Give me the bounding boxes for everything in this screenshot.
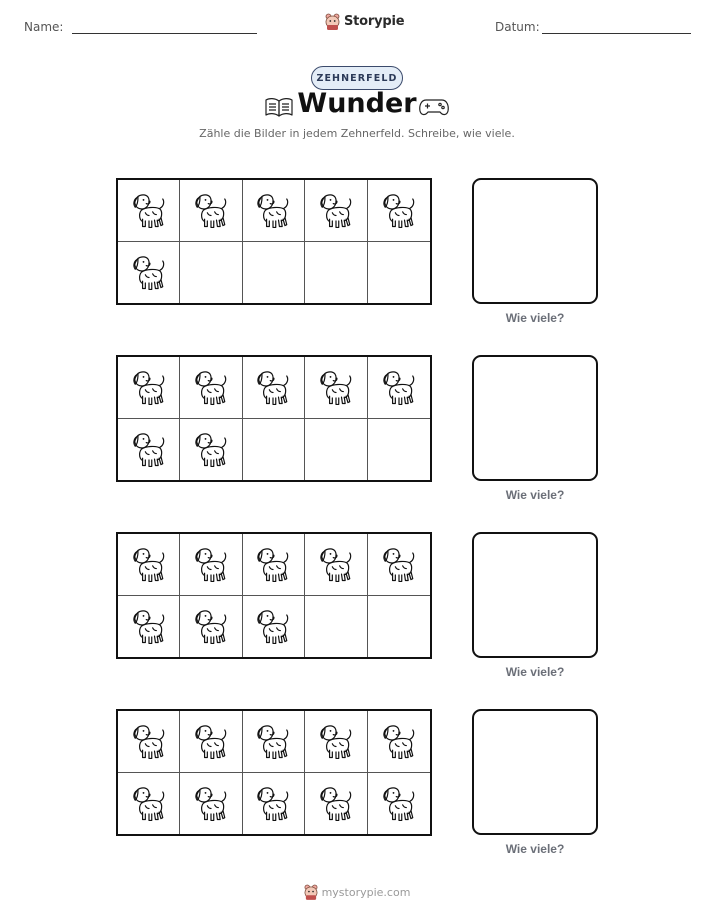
name-label: Name: bbox=[24, 20, 64, 34]
dog-icon bbox=[189, 188, 233, 232]
dog-icon bbox=[314, 188, 358, 232]
ten-frame-cell bbox=[118, 534, 180, 596]
dog-icon bbox=[189, 719, 233, 763]
answer-box[interactable] bbox=[472, 355, 598, 481]
ten-frame bbox=[116, 355, 432, 482]
ten-frame-cell bbox=[118, 773, 180, 835]
ten-frame-cell bbox=[118, 357, 180, 419]
ten-frame-cell bbox=[368, 534, 430, 596]
ten-frame-cell bbox=[243, 773, 305, 835]
dog-icon bbox=[377, 781, 421, 825]
ten-frame-cell bbox=[243, 242, 305, 304]
dog-icon bbox=[127, 719, 171, 763]
dog-icon bbox=[377, 188, 421, 232]
dog-icon bbox=[251, 365, 295, 409]
brand-logo bbox=[325, 13, 404, 30]
ten-frame-cell bbox=[180, 419, 242, 481]
ten-frame-cell bbox=[118, 242, 180, 304]
ten-frame-cell bbox=[243, 534, 305, 596]
ten-frame-cell bbox=[368, 419, 430, 481]
dog-icon bbox=[189, 604, 233, 648]
ten-frame-cell bbox=[118, 180, 180, 242]
dog-icon bbox=[251, 188, 295, 232]
dog-icon bbox=[314, 542, 358, 586]
dog-icon bbox=[127, 250, 171, 294]
ten-frame-cell bbox=[368, 180, 430, 242]
ten-frame-cell bbox=[243, 711, 305, 773]
ten-frame-cell bbox=[243, 596, 305, 658]
ten-frame-cell bbox=[180, 711, 242, 773]
dog-icon bbox=[377, 365, 421, 409]
answer-box[interactable] bbox=[472, 709, 598, 835]
answer-box[interactable] bbox=[472, 532, 598, 658]
dog-icon bbox=[127, 542, 171, 586]
storypie-mascot-icon bbox=[304, 884, 318, 900]
dog-icon bbox=[377, 719, 421, 763]
dog-icon bbox=[189, 365, 233, 409]
ten-frame-cell bbox=[368, 596, 430, 658]
dog-icon bbox=[251, 604, 295, 648]
date-line[interactable] bbox=[542, 33, 691, 34]
ten-frame-cell bbox=[305, 180, 367, 242]
ten-frame-cell bbox=[305, 711, 367, 773]
ten-frame-cell bbox=[180, 596, 242, 658]
answer-box[interactable] bbox=[472, 178, 598, 304]
ten-frame-cell bbox=[243, 180, 305, 242]
dog-icon bbox=[189, 542, 233, 586]
dog-icon bbox=[251, 719, 295, 763]
dog-icon bbox=[377, 542, 421, 586]
ten-frame-cell bbox=[180, 180, 242, 242]
instructions: Zähle die Bilder in jedem Zehnerfeld. Schreibe, wie viele. bbox=[199, 127, 515, 140]
ten-frame bbox=[116, 709, 432, 836]
ten-frame-cell bbox=[368, 711, 430, 773]
ten-frame-cell bbox=[368, 773, 430, 835]
ten-frame-cell bbox=[180, 773, 242, 835]
ten-frame-cell bbox=[243, 419, 305, 481]
ten-frame-cell bbox=[118, 711, 180, 773]
footer-url: mystorypie.com bbox=[321, 885, 411, 899]
ten-frame-cell bbox=[305, 596, 367, 658]
dog-icon bbox=[251, 781, 295, 825]
game-controller-icon bbox=[418, 96, 450, 118]
ten-frame-cell bbox=[180, 534, 242, 596]
ten-frame-cell bbox=[118, 419, 180, 481]
answer-prompt: Wie viele? bbox=[505, 311, 565, 325]
footer bbox=[0, 884, 714, 900]
answer-prompt: Wie viele? bbox=[505, 488, 565, 502]
ten-frame-cell bbox=[305, 419, 367, 481]
dog-icon bbox=[251, 542, 295, 586]
ten-frame-cell bbox=[305, 773, 367, 835]
dog-icon bbox=[314, 781, 358, 825]
dog-icon bbox=[314, 719, 358, 763]
ten-frame-cell bbox=[180, 357, 242, 419]
ten-frame-cell bbox=[180, 242, 242, 304]
ten-frame bbox=[116, 178, 432, 305]
ten-frame-cell bbox=[305, 357, 367, 419]
name-line[interactable] bbox=[72, 33, 257, 34]
page-title: Wunder bbox=[297, 88, 417, 119]
answer-prompt: Wie viele? bbox=[505, 665, 565, 679]
ten-frame-cell bbox=[305, 534, 367, 596]
storypie-mascot-icon bbox=[325, 13, 340, 30]
ten-frame-cell bbox=[243, 357, 305, 419]
dog-icon bbox=[189, 427, 233, 471]
date-label: Datum: bbox=[495, 20, 540, 34]
dog-icon bbox=[127, 427, 171, 471]
brand-name: Storypie bbox=[344, 14, 405, 29]
dog-icon bbox=[314, 365, 358, 409]
answer-prompt: Wie viele? bbox=[505, 842, 565, 856]
ten-frame bbox=[116, 532, 432, 659]
worksheet-type-badge: ZEHNERFELD bbox=[311, 66, 403, 90]
ten-frame-cell bbox=[118, 596, 180, 658]
ten-frame-cell bbox=[368, 242, 430, 304]
ten-frame-cell bbox=[305, 242, 367, 304]
dog-icon bbox=[127, 188, 171, 232]
ten-frame-cell bbox=[368, 357, 430, 419]
dog-icon bbox=[189, 781, 233, 825]
dog-icon bbox=[127, 781, 171, 825]
dog-icon bbox=[127, 604, 171, 648]
dog-icon bbox=[127, 365, 171, 409]
